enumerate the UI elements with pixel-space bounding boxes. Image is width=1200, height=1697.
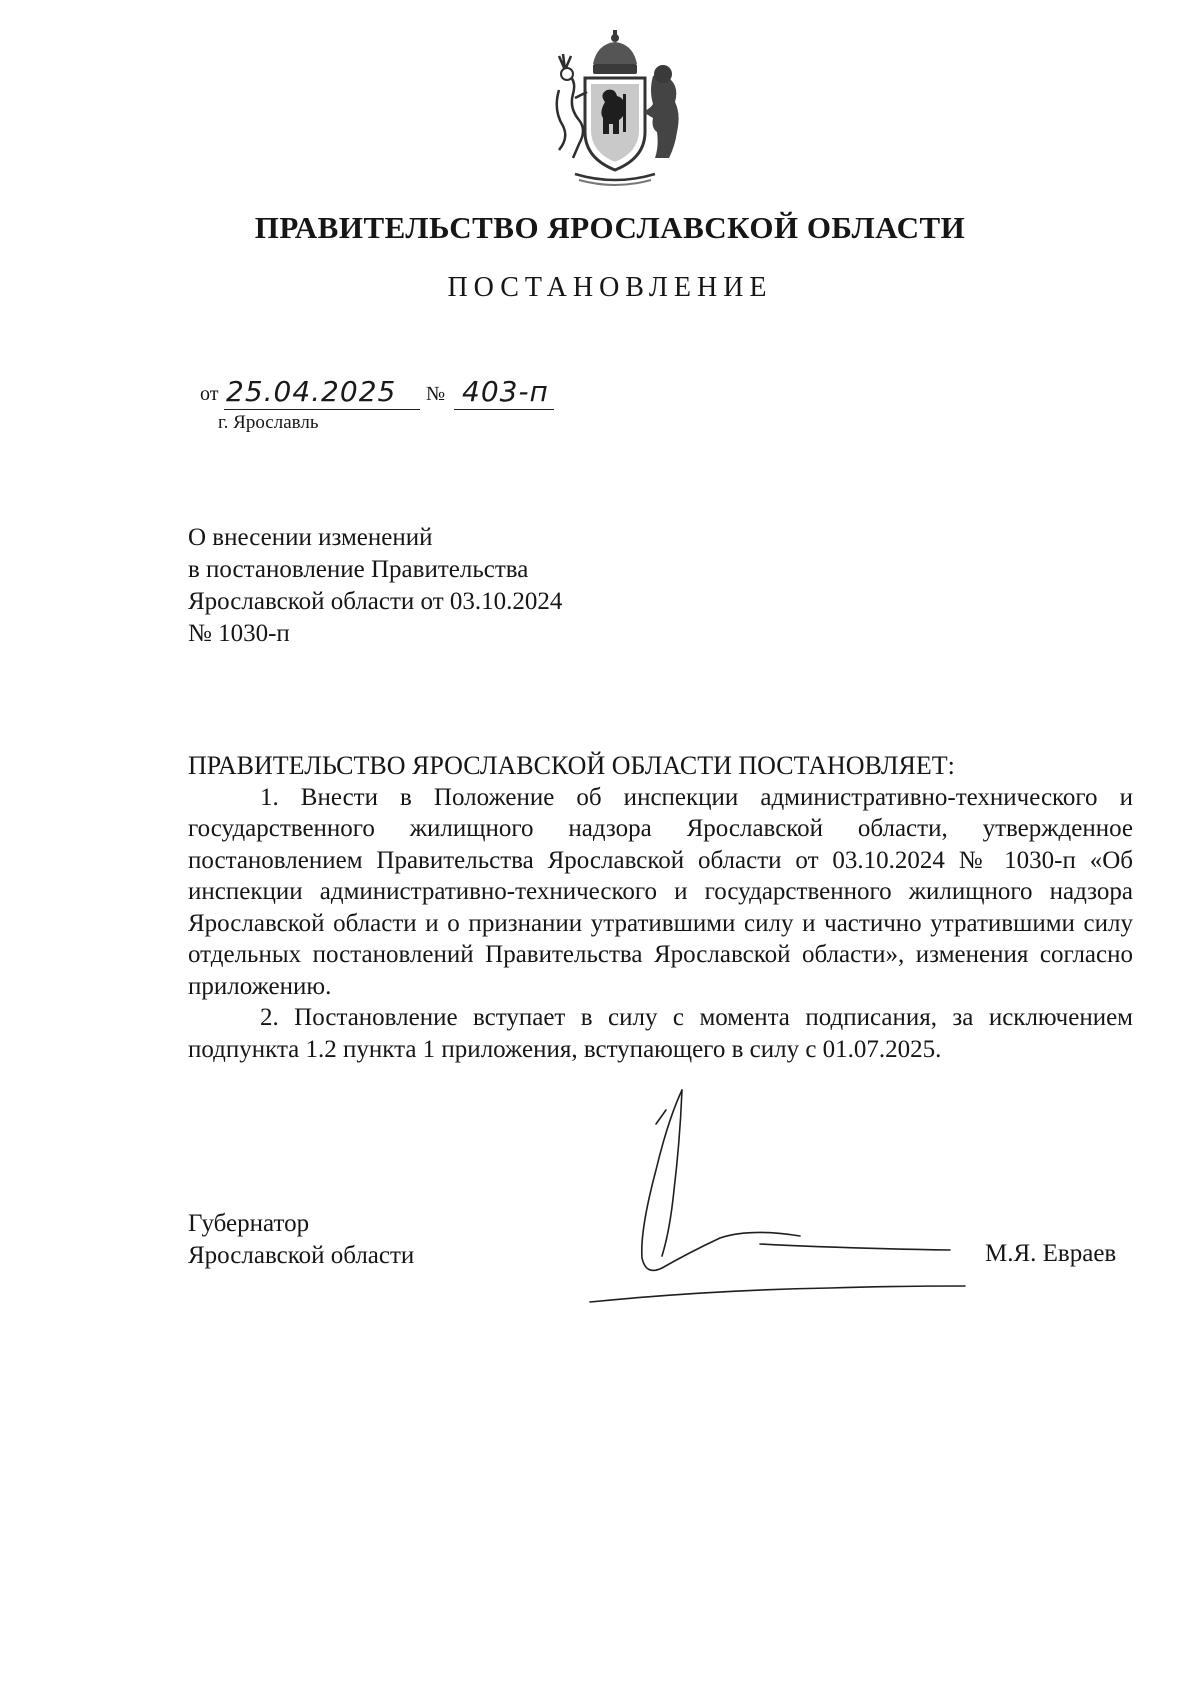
coat-of-arms-icon (535, 30, 695, 190)
signer-name: М.Я. Евраев (985, 1240, 1117, 1267)
subject-line: О внесении изменений (188, 524, 433, 551)
date-underline (224, 409, 420, 410)
number-underline (454, 409, 554, 410)
position-line: Ярославской области (188, 1242, 415, 1269)
registration-line (200, 372, 580, 412)
date-prefix: от (200, 383, 219, 405)
organization-title: ПРАВИТЕЛЬСТВО ЯРОСЛАВСКОЙ ОБЛАСТИ (254, 210, 966, 245)
subject-line: № 1030-п (188, 620, 290, 647)
subject-line: Ярославской области от 03.10.2024 (188, 588, 563, 615)
paragraph-2: 2. Постановление вступает в силу с момента подписания, за исключением подпункта 1.2 пункта 1 приложения, вступающего в силу с 01.07.2025. (188, 1004, 1133, 1063)
subject-line: в постановление Правительства (188, 556, 529, 583)
signer-position (188, 1208, 414, 1272)
paragraph-1: 1. Внести в Положение об инспекции административно-технического и государственного жилищного надзора Ярославской области, утвержденное постановлением Правительства Ярославской области от 03.10.2024 № 1030-п «Об инспекции административно-технического и государственного жилищного надзора Ярославской области и о признании утратившими силу и частично утратившими силу отдельных постановлений Правительства Ярославской области», изменения согласно приложению. (188, 783, 1133, 1000)
handwritten-signature-icon (570, 1080, 980, 1310)
document-type: ПОСТАНОВЛЕНИЕ (447, 272, 773, 303)
decree-heading: ПРАВИТЕЛЬСТВО ЯРОСЛАВСКОЙ ОБЛАСТИ ПОСТАНОВЛЯЕТ: (188, 751, 955, 780)
position-line: Губернатор (188, 1210, 310, 1237)
document-subject (188, 522, 562, 650)
city: г. Ярославль (218, 412, 319, 433)
number-value: 403-п (462, 375, 549, 408)
document-body (188, 750, 1133, 1065)
date-value: 25.04.2025 (226, 375, 397, 408)
number-prefix: № (426, 383, 446, 405)
